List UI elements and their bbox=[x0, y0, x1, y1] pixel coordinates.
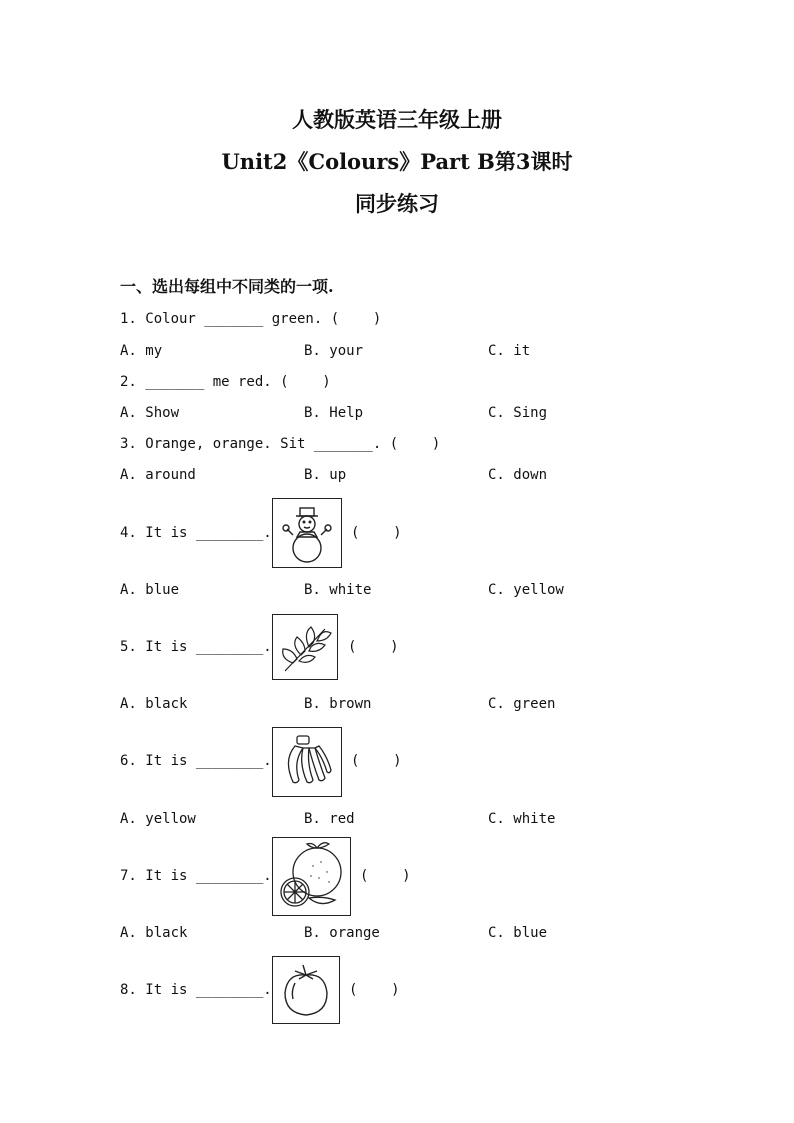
question-6-answer-paren: ( ) bbox=[351, 753, 402, 769]
question-5-option-b: B. brown bbox=[304, 696, 372, 712]
question-2-option-c: C. Sing bbox=[488, 405, 548, 421]
question-4-answer-paren: ( ) bbox=[351, 525, 402, 541]
question-6-option-c: C. white bbox=[488, 811, 556, 827]
question-5-option-c: C. green bbox=[488, 696, 556, 712]
question-4-stem: 4. It is ________. bbox=[120, 525, 272, 541]
banana-icon bbox=[273, 728, 341, 796]
snowman-icon bbox=[273, 499, 341, 567]
question-1-option-a: A. my bbox=[120, 343, 163, 359]
question-5-option-a: A. black bbox=[120, 696, 188, 712]
question-1-option-c: C. it bbox=[488, 343, 531, 359]
question-1-option-b: B. your bbox=[304, 343, 364, 359]
question-4-option-b: B. white bbox=[304, 582, 372, 598]
question-5-stem: 5. It is ________. bbox=[120, 639, 272, 655]
question-1-stem: 1. Colour _______ green. ( ) bbox=[120, 311, 382, 327]
question-6-stem: 6. It is ________. bbox=[120, 753, 272, 769]
question-2-option-a: A. Show bbox=[120, 405, 180, 421]
title-line-2: Unit2《Colours》Part B第3课时 bbox=[221, 149, 573, 174]
question-2-option-b: B. Help bbox=[304, 405, 364, 421]
question-5-answer-paren: ( ) bbox=[348, 639, 399, 655]
leaf-icon bbox=[273, 615, 337, 679]
question-3-option-c: C. down bbox=[488, 467, 548, 483]
tomato-icon bbox=[273, 957, 339, 1023]
section-heading: 一、选出每组中不同类的一项. bbox=[120, 277, 334, 296]
question-7-answer-paren: ( ) bbox=[360, 868, 411, 884]
orange-picture bbox=[272, 837, 351, 916]
question-7-stem: 7. It is ________. bbox=[120, 868, 272, 884]
question-6-option-a: A. yellow bbox=[120, 811, 196, 827]
title-line-1: 人教版英语三年级上册 bbox=[292, 107, 502, 132]
question-6-option-b: B. red bbox=[304, 811, 355, 827]
question-7-option-a: A. black bbox=[120, 925, 188, 941]
orange-icon bbox=[273, 838, 350, 915]
question-3-option-b: B. up bbox=[304, 467, 347, 483]
question-8-answer-paren: ( ) bbox=[349, 982, 400, 998]
question-4-option-a: A. blue bbox=[120, 582, 180, 598]
question-3-stem: 3. Orange, orange. Sit _______. ( ) bbox=[120, 436, 441, 452]
question-8-stem: 8. It is ________. bbox=[120, 982, 272, 998]
question-2-stem: 2. _______ me red. ( ) bbox=[120, 374, 331, 390]
snowman-picture bbox=[272, 498, 342, 568]
tomato-picture bbox=[272, 956, 340, 1024]
leaf-picture bbox=[272, 614, 338, 680]
question-7-option-b: B. orange bbox=[304, 925, 380, 941]
title-line-3: 同步练习 bbox=[355, 191, 439, 216]
question-7-option-c: C. blue bbox=[488, 925, 548, 941]
banana-picture bbox=[272, 727, 342, 797]
question-4-option-c: C. yellow bbox=[488, 582, 564, 598]
question-3-option-a: A. around bbox=[120, 467, 196, 483]
